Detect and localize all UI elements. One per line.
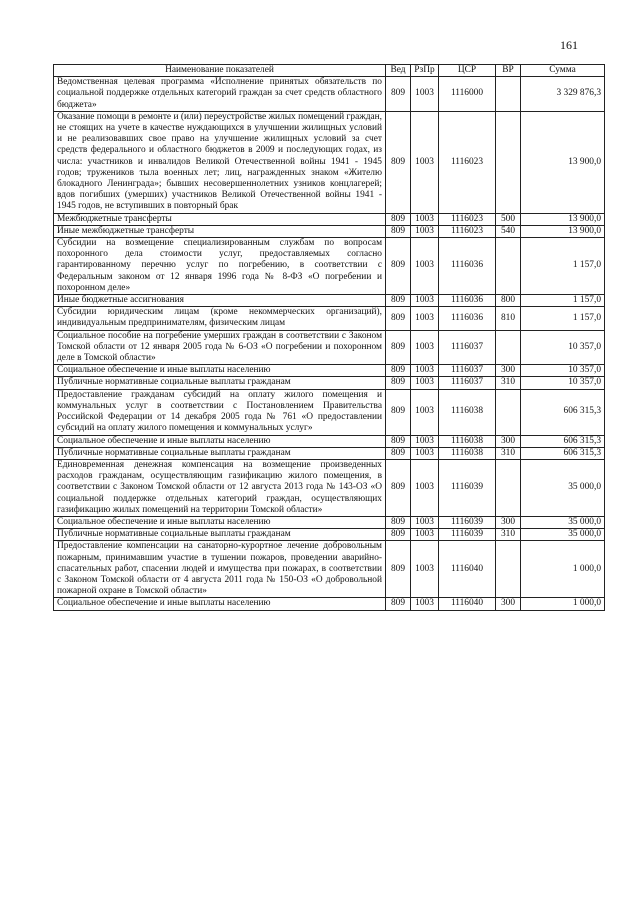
header-rzpr: РзПр bbox=[411, 65, 439, 77]
table-row bbox=[54, 330, 605, 365]
cell-sum: 1 157,0 bbox=[521, 238, 605, 295]
cell-csr: 1116036 bbox=[439, 238, 496, 295]
cell-csr: 1116023 bbox=[439, 111, 496, 213]
table-row bbox=[54, 447, 605, 459]
cell-csr: 1116036 bbox=[439, 307, 496, 330]
budget-table bbox=[53, 64, 605, 611]
cell-vr: 500 bbox=[496, 213, 521, 225]
cell-vr: 310 bbox=[496, 447, 521, 459]
cell-ved: 809 bbox=[386, 541, 411, 598]
page-number: 161 bbox=[560, 38, 578, 52]
cell-csr: 1116037 bbox=[439, 330, 496, 365]
cell-ved: 809 bbox=[386, 111, 411, 213]
cell-ved: 809 bbox=[386, 389, 411, 435]
cell-ved: 809 bbox=[386, 447, 411, 459]
cell-sum: 1 000,0 bbox=[521, 541, 605, 598]
cell-csr: 1116039 bbox=[439, 516, 496, 528]
cell-name: Социальное обеспечение и иные выплаты населению bbox=[54, 516, 386, 528]
cell-sum: 606 315,3 bbox=[521, 447, 605, 459]
cell-vr: 800 bbox=[496, 295, 521, 307]
cell-ved: 809 bbox=[386, 225, 411, 237]
cell-sum: 35 000,0 bbox=[521, 459, 605, 516]
cell-rzpr: 1003 bbox=[411, 447, 439, 459]
cell-ved: 809 bbox=[386, 330, 411, 365]
cell-ved: 809 bbox=[386, 77, 411, 112]
cell-vr: 300 bbox=[496, 365, 521, 377]
cell-ved: 809 bbox=[386, 459, 411, 516]
cell-rzpr: 1003 bbox=[411, 77, 439, 112]
cell-name: Предоставление гражданам субсидий на оплату жилого помещения и коммунальных услуг в соответствии с Постановлением Правительства Российской Федерации от 14 декабря 2005 года № 761 «О предоставлении субсидий на оплату жилого помещения и коммунальных услуг» bbox=[54, 389, 386, 435]
cell-ved: 809 bbox=[386, 516, 411, 528]
cell-rzpr: 1003 bbox=[411, 598, 439, 610]
cell-ved: 809 bbox=[386, 365, 411, 377]
cell-sum: 1 000,0 bbox=[521, 598, 605, 610]
cell-rzpr: 1003 bbox=[411, 365, 439, 377]
cell-sum: 13 900,0 bbox=[521, 213, 605, 225]
cell-vr bbox=[496, 77, 521, 112]
table-row bbox=[54, 77, 605, 112]
cell-sum: 606 315,3 bbox=[521, 389, 605, 435]
cell-rzpr: 1003 bbox=[411, 111, 439, 213]
table-row bbox=[54, 365, 605, 377]
table-row bbox=[54, 541, 605, 598]
cell-name: Социальное пособие на погребение умерших граждан в соответствии с Законом Томской области от 12 января 2005 года № 6-ОЗ «О погребении и похоронном деле в Томской области» bbox=[54, 330, 386, 365]
cell-vr: 300 bbox=[496, 435, 521, 447]
cell-rzpr: 1003 bbox=[411, 295, 439, 307]
cell-ved: 809 bbox=[386, 598, 411, 610]
cell-rzpr: 1003 bbox=[411, 459, 439, 516]
cell-ved: 809 bbox=[386, 377, 411, 389]
cell-sum: 1 157,0 bbox=[521, 295, 605, 307]
table-row bbox=[54, 213, 605, 225]
cell-vr: 810 bbox=[496, 307, 521, 330]
cell-csr: 1116023 bbox=[439, 213, 496, 225]
cell-vr: 310 bbox=[496, 377, 521, 389]
cell-csr: 1116036 bbox=[439, 295, 496, 307]
cell-vr: 300 bbox=[496, 516, 521, 528]
cell-name: Публичные нормативные социальные выплаты гражданам bbox=[54, 377, 386, 389]
cell-csr: 1116037 bbox=[439, 377, 496, 389]
header-ved: Вед bbox=[386, 65, 411, 77]
cell-sum: 35 000,0 bbox=[521, 516, 605, 528]
cell-name: Межбюджетные трансферты bbox=[54, 213, 386, 225]
header-sum: Сумма bbox=[521, 65, 605, 77]
header-csr: ЦСР bbox=[439, 65, 496, 77]
cell-rzpr: 1003 bbox=[411, 307, 439, 330]
table-row bbox=[54, 435, 605, 447]
cell-csr: 1116038 bbox=[439, 389, 496, 435]
cell-name: Единовременная денежная компенсация на возмещение произведенных расходов гражданам, осуществляющим газификацию жилого помещения, в соответствии с Законом Томской области от 12 августа 2013 года № 143-ОЗ «О социальной поддержке отдельных категорий граждан, осуществляющих газификацию жилых помещений на территории Томской области» bbox=[54, 459, 386, 516]
cell-csr: 1116000 bbox=[439, 77, 496, 112]
cell-vr bbox=[496, 330, 521, 365]
cell-csr: 1116040 bbox=[439, 541, 496, 598]
cell-rzpr: 1003 bbox=[411, 330, 439, 365]
cell-name: Иные межбюджетные трансферты bbox=[54, 225, 386, 237]
cell-sum: 35 000,0 bbox=[521, 529, 605, 541]
cell-sum: 10 357,0 bbox=[521, 330, 605, 365]
cell-vr bbox=[496, 389, 521, 435]
table-row bbox=[54, 516, 605, 528]
cell-sum: 13 900,0 bbox=[521, 111, 605, 213]
cell-name: Иные бюджетные ассигнования bbox=[54, 295, 386, 307]
cell-csr: 1116038 bbox=[439, 435, 496, 447]
cell-rzpr: 1003 bbox=[411, 213, 439, 225]
cell-name: Социальное обеспечение и иные выплаты населению bbox=[54, 435, 386, 447]
cell-ved: 809 bbox=[386, 295, 411, 307]
cell-name: Оказание помощи в ремонте и (или) переустройстве жилых помещений граждан, не стоящих на учете в качестве нуждающихся в улучшении жилищных условий и не реализовавших свое право на улучшение жилищных условий за счет средств федерального и областного бюджетов в 2009 и последующих годах, из числа: участников и инвалидов Великой Отечественной войны 1941 - 1945 годов; тружеников тыла военных лет; лиц, награжденных знаком «Жителю блокадного Ленинграда»; бывших несовершеннолетних узников концлагерей; вдов погибших (умерших) участников Великой Отечественной войны 1941 - 1945 годов, не вступивших в повторный брак bbox=[54, 111, 386, 213]
cell-sum: 10 357,0 bbox=[521, 365, 605, 377]
cell-vr bbox=[496, 238, 521, 295]
cell-ved: 809 bbox=[386, 213, 411, 225]
cell-csr: 1116039 bbox=[439, 459, 496, 516]
cell-name: Предоставление компенсации на санаторно-курортное лечение добровольным пожарным, принимавшим участие в тушении пожаров, проведении аварийно-спасательных работ, спасении людей и имущества при пожарах, в соответствии с Законом Томской области от 4 августа 2011 года № 150-ОЗ «О добровольной пожарной охране в Томской области» bbox=[54, 541, 386, 598]
header-name: Наименование показателей bbox=[54, 65, 386, 77]
cell-name: Социальное обеспечение и иные выплаты населению bbox=[54, 365, 386, 377]
table-row bbox=[54, 295, 605, 307]
cell-vr bbox=[496, 111, 521, 213]
cell-sum: 10 357,0 bbox=[521, 377, 605, 389]
cell-rzpr: 1003 bbox=[411, 389, 439, 435]
cell-rzpr: 1003 bbox=[411, 377, 439, 389]
cell-ved: 809 bbox=[386, 238, 411, 295]
cell-name: Субсидии на возмещение специализированным службам по вопросам похоронного дела стоимости услуг, предоставляемых согласно гарантированному перечню услуг по погребению, в соответствии с Федеральным законом от 12 января 1996 года № 8-ФЗ «О погребении и похоронном деле» bbox=[54, 238, 386, 295]
cell-vr: 540 bbox=[496, 225, 521, 237]
table-row bbox=[54, 238, 605, 295]
table-body bbox=[54, 77, 605, 610]
table-row bbox=[54, 598, 605, 610]
cell-csr: 1116039 bbox=[439, 529, 496, 541]
table-header-row bbox=[54, 65, 605, 77]
cell-rzpr: 1003 bbox=[411, 238, 439, 295]
cell-rzpr: 1003 bbox=[411, 435, 439, 447]
cell-rzpr: 1003 bbox=[411, 529, 439, 541]
cell-name: Публичные нормативные социальные выплаты гражданам bbox=[54, 529, 386, 541]
header-vr: ВР bbox=[496, 65, 521, 77]
cell-ved: 809 bbox=[386, 529, 411, 541]
cell-sum: 13 900,0 bbox=[521, 225, 605, 237]
cell-name: Субсидии юридическим лицам (кроме некоммерческих организаций), индивидуальным предпринимателям, физическим лицам bbox=[54, 307, 386, 330]
table-row bbox=[54, 225, 605, 237]
cell-vr: 300 bbox=[496, 598, 521, 610]
cell-vr bbox=[496, 541, 521, 598]
cell-ved: 809 bbox=[386, 307, 411, 330]
table-row bbox=[54, 389, 605, 435]
cell-rzpr: 1003 bbox=[411, 225, 439, 237]
cell-rzpr: 1003 bbox=[411, 541, 439, 598]
table-row bbox=[54, 111, 605, 213]
cell-name: Публичные нормативные социальные выплаты гражданам bbox=[54, 447, 386, 459]
cell-ved: 809 bbox=[386, 435, 411, 447]
cell-csr: 1116040 bbox=[439, 598, 496, 610]
cell-csr: 1116037 bbox=[439, 365, 496, 377]
table-row bbox=[54, 377, 605, 389]
table-row bbox=[54, 459, 605, 516]
table-row bbox=[54, 529, 605, 541]
cell-sum: 1 157,0 bbox=[521, 307, 605, 330]
cell-csr: 1116023 bbox=[439, 225, 496, 237]
table-row bbox=[54, 307, 605, 330]
cell-vr: 310 bbox=[496, 529, 521, 541]
cell-sum: 3 329 876,3 bbox=[521, 77, 605, 112]
cell-rzpr: 1003 bbox=[411, 516, 439, 528]
cell-name: Социальное обеспечение и иные выплаты населению bbox=[54, 598, 386, 610]
cell-name: Ведомственная целевая программа «Исполнение принятых обязательств по социальной поддержке отдельных категорий граждан за счет средств областного бюджета» bbox=[54, 77, 386, 112]
cell-vr bbox=[496, 459, 521, 516]
cell-csr: 1116038 bbox=[439, 447, 496, 459]
cell-sum: 606 315,3 bbox=[521, 435, 605, 447]
